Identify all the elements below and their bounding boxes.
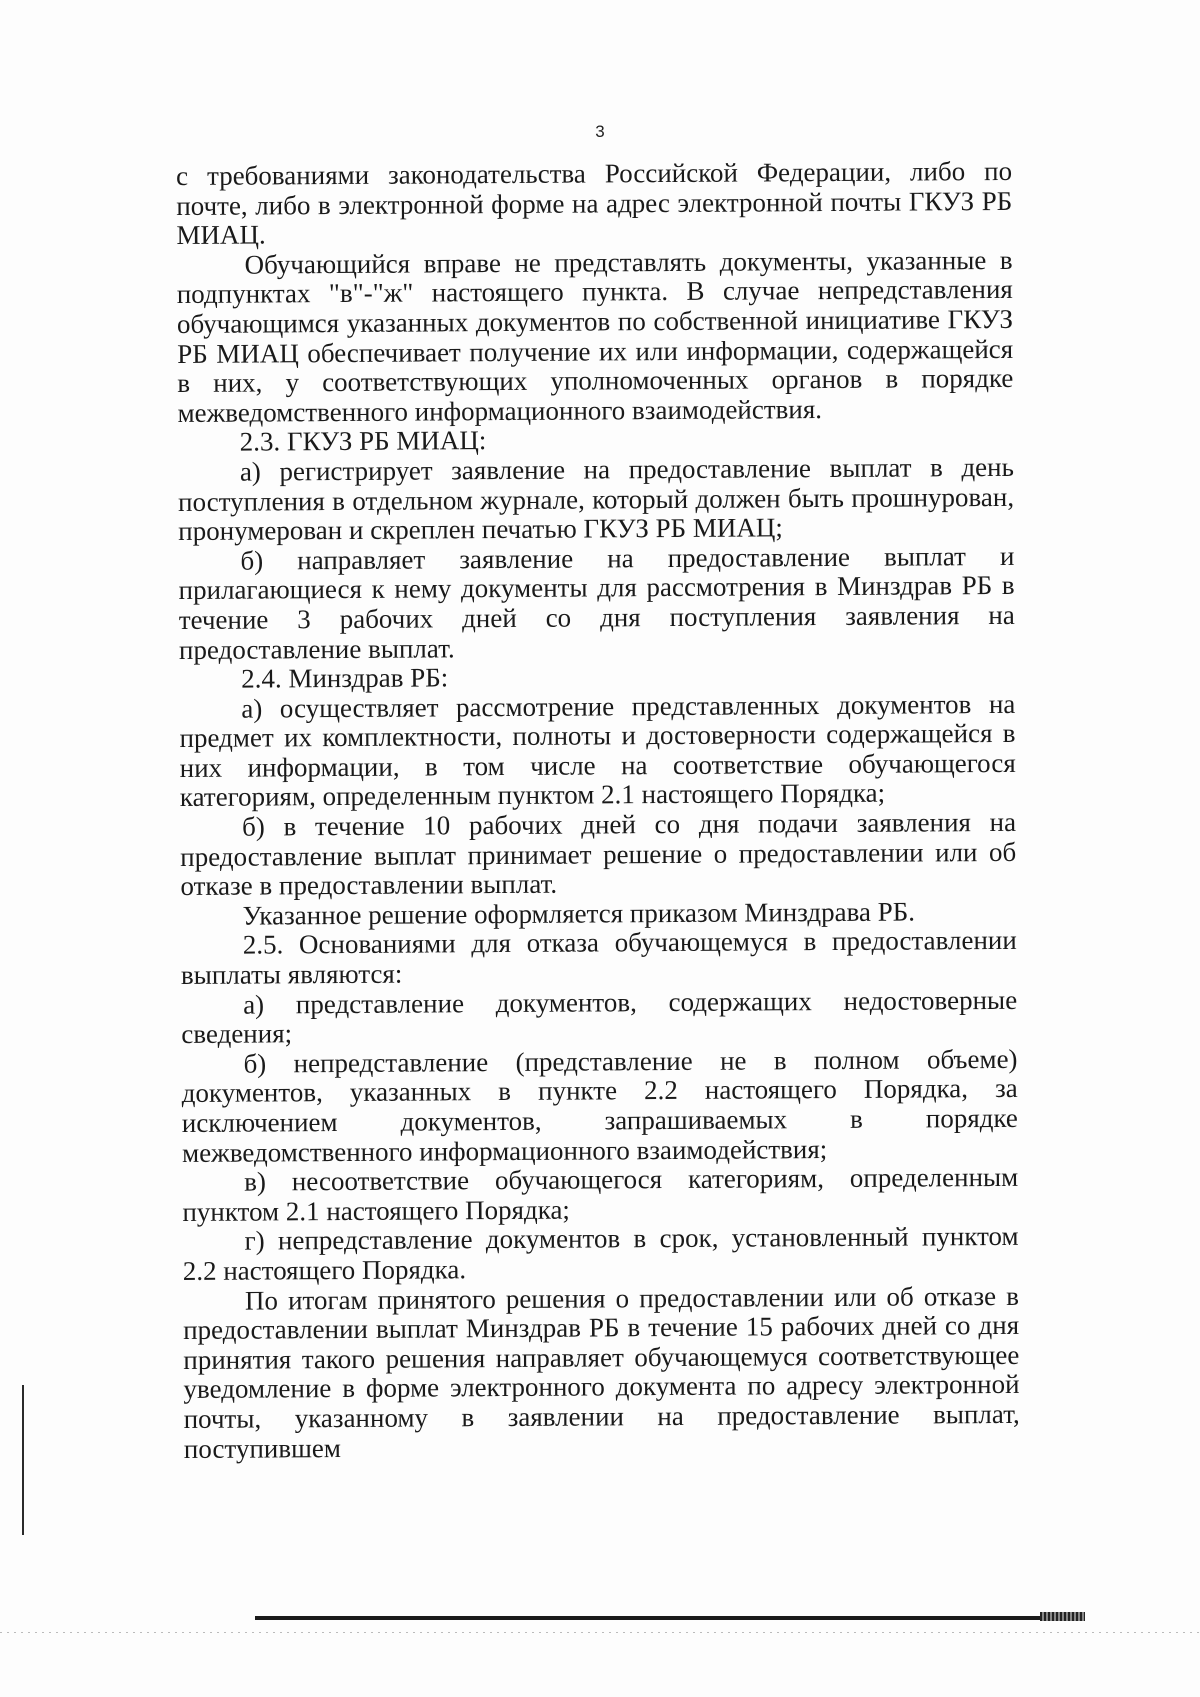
paragraph-optional-documents: Обучающийся вправе не представлять документы, указанные в подпунктах "в"-"ж" настоящего пункта. В случае непредставления обучающимся указанных документов по собственной инициативе ГКУЗ РБ МИАЦ обеспечивает получение их или информации, содержащейся в них, у соответствующих уполномоченных органов в порядке межведомственного информационного взаимодействия.: [176, 244, 1014, 428]
bottom-rule-line: [255, 1616, 1085, 1620]
scan-artifact-bottom-dots: [0, 1632, 1200, 1633]
list-item-2-5-g: г) непредставление документов в срок, установленный пунктом 2.2 настоящего Порядка.: [182, 1221, 1019, 1286]
section-heading-2-4: 2.4. Минздрав РБ:: [241, 662, 449, 694]
list-item-2-3-b: б) направляет заявление на предоставление выплат и прилагающиеся к нему документы для рассмотрения в Минздрав РБ в течение 3 рабочих дней со дня поступления заявления на предоставление выплат.: [178, 540, 1015, 665]
scan-artifact-left-line: [22, 1385, 24, 1535]
bottom-rule-scan-artifact: [1040, 1612, 1085, 1621]
list-item-2-4-b: б) в течение 10 рабочих дней со дня подачи заявления на предоставление выплат принимает решение о предоставлении или об отказе в предоставлении выплат.: [180, 806, 1017, 902]
section-heading-2-5: 2.5. Основаниями для отказа обучающемуся в предоставлении выплаты являются:: [180, 925, 1017, 991]
list-item-2-3-a: а) регистрирует заявление на предоставление выплат в день поступления в отдельном журнале, который должен быть прошнурован, пронумерован и скреплен печатью ГКУЗ РБ МИАЦ;: [177, 451, 1015, 547]
list-item-2-5-v: в) несоответствие обучающегося категориям, определенным пунктом 2.1 настоящего Порядка;: [182, 1162, 1019, 1227]
paragraph-continuation: с требованиями законодательства Российской Федерации, либо по почте, либо в электронной форме на адрес электронной почты ГКУЗ РБ МИАЦ.: [175, 155, 1013, 251]
paragraph-notification: По итогам принятого решения о предоставлении или об отказе в предоставлении выплат Минздрав РБ в течение 15 рабочих дней со дня принятия такого решения направляет обучающемуся соответствующее уведомление в форме электронного документа по адресу электронной почты, указанному в заявлении на предоставление выплат, поступившем: [183, 1280, 1020, 1464]
list-item-2-5-b: б) непредставление (представление не в полном объеме) документов, указанных в пункте 2.2 настоящего Порядка, за исключением документов, запрашиваемых в порядке межведомственного информационного взаимодействия;: [181, 1043, 1018, 1168]
paragraph-decision-order: Указанное решение оформляется приказом Минздрава РБ.: [242, 896, 916, 931]
list-item-2-4-a: а) осуществляет рассмотрение представленных документов на предмет их комплектности, полноты и достоверности содержащейся в них информации, в том числе на соответствие обучающегося категориям, определенным пунктом 2.1 настоящего Порядка;: [179, 688, 1016, 813]
section-heading-2-3: 2.3. ГКУЗ РБ МИАЦ:: [239, 425, 487, 457]
list-item-2-5-a: а) представление документов, содержащих недостоверные сведения;: [181, 984, 1018, 1050]
document-body: [176, 157, 1020, 1464]
page-number: 3: [595, 122, 605, 141]
